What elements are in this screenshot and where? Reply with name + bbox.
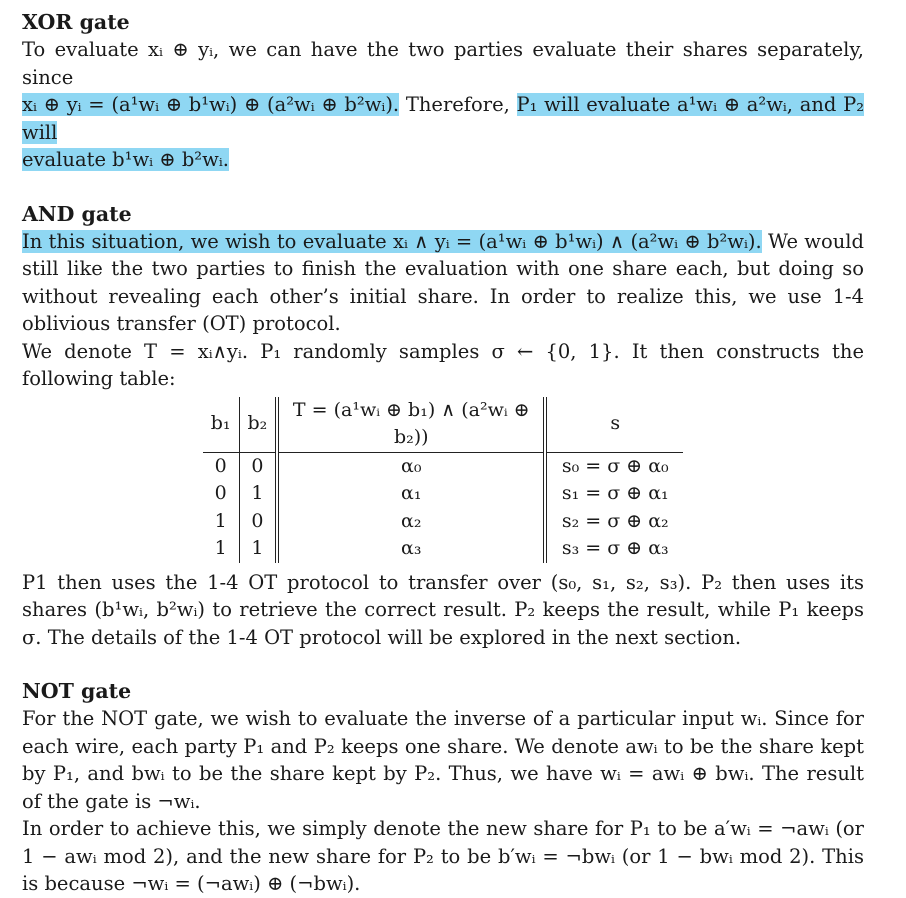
cell-alpha: α₂ (277, 508, 545, 536)
xor-heading: XOR gate (22, 10, 130, 34)
cell-b2: 0 (239, 508, 277, 536)
xor-p2-evaluate-highlight: evaluate b¹wᵢ ⊕ b²wᵢ. (22, 148, 229, 171)
header-t: T = (a¹wᵢ ⊕ b₁) ∧ (a²wᵢ ⊕ b₂)) (277, 397, 545, 453)
and-heading: AND gate (22, 201, 132, 226)
xor-equation-highlight: xᵢ ⊕ yᵢ = (a¹wᵢ ⊕ b¹wᵢ) ⊕ (a²wᵢ ⊕ b²wᵢ). (22, 93, 400, 116)
cell-b2: 1 (239, 480, 277, 508)
cell-b1: 1 (203, 508, 239, 536)
cell-b1: 0 (203, 452, 239, 480)
ot-table-wrapper (22, 397, 864, 563)
cell-alpha: α₀ (277, 452, 545, 480)
cell-b2: 0 (239, 452, 277, 480)
ot-table (203, 397, 684, 563)
table-row (203, 508, 684, 536)
cell-b1: 1 (203, 535, 239, 563)
and-paragraph-2: We denote T = xᵢ∧yᵢ. P₁ randomly samples σ ← {0, 1}. It then constructs the following table: (22, 339, 864, 390)
cell-s: s₃ = σ ⊕ α₃ (561, 537, 669, 559)
and-highlight-sentence: In this situation, we wish to evaluate xᵢ ∧ yᵢ = (a¹wᵢ ⊕ b¹wᵢ) ∧ (a²wᵢ ⊕ b²wᵢ). (22, 229, 762, 253)
cell-s: s₂ = σ ⊕ α₂ (561, 509, 669, 532)
not-paragraph-2: In order to achieve this, we simply denote the new share for P₁ to be a′wᵢ = ¬awᵢ (or 1 − awᵢ mod 2), and the new share for P₂ to be b′wᵢ = ¬bwᵢ (or 1 − bwᵢ mod 2). This is because ¬wᵢ = (¬awᵢ) ⊕ (¬bwᵢ). (22, 817, 864, 895)
cell-s: s₁ = σ ⊕ α₁ (561, 482, 669, 504)
header-b1: b₁ (203, 397, 239, 453)
document-page (22, 0, 864, 898)
header-s: s (545, 397, 683, 453)
cell-b1: 0 (203, 480, 239, 508)
xor-line-1: To evaluate xᵢ ⊕ yᵢ, we can have the two parties evaluate their shares separately, since (22, 38, 864, 89)
and-paragraph-1-rest: We would still like the two parties to finish the evaluation with one share each, but doing so without revealing each other’s initial share. In order to realize this, we use 1-4 oblivious transfer (OT) protocol. (22, 229, 864, 335)
cell-b2: 1 (239, 535, 277, 563)
cell-alpha: α₃ (277, 535, 545, 563)
table-row (203, 452, 684, 480)
and-paragraph-3: P1 then uses the 1-4 OT protocol to transfer over (s₀, s₁, s₂, s₃). P₂ then uses its shares (b¹wᵢ, b²wᵢ) to retrieve the correct result. P₂ keeps the result, while P₁ keeps σ. The details of the 1-4 OT protocol will be explored in the next section. (22, 570, 864, 649)
header-b2: b₂ (239, 397, 277, 453)
xor-paragraph (22, 36, 864, 174)
and-paragraph-1 (22, 228, 864, 338)
cell-s: s₀ = σ ⊕ α₀ (561, 454, 669, 477)
not-heading: NOT gate (22, 679, 132, 703)
table-row (203, 535, 684, 563)
xor-therefore: Therefore, (399, 93, 517, 116)
not-paragraph-1: For the NOT gate, we wish to evaluate the inverse of a particular input wᵢ. Since for each wire, each party P₁ and P₂ keeps one share. We denote awᵢ to be the share kept by P₁, and bwᵢ to be the share kept by P₂. Thus, we have wᵢ = awᵢ ⊕ bwᵢ. The result of the gate is ¬wᵢ. (22, 707, 864, 813)
ot-table-header-row (203, 397, 684, 453)
xor-p1-evaluate-highlight: P₁ will evaluate a¹wᵢ ⊕ a²wᵢ, and P₂ will (22, 93, 865, 144)
cell-alpha: α₁ (277, 480, 545, 508)
table-row (203, 480, 684, 508)
